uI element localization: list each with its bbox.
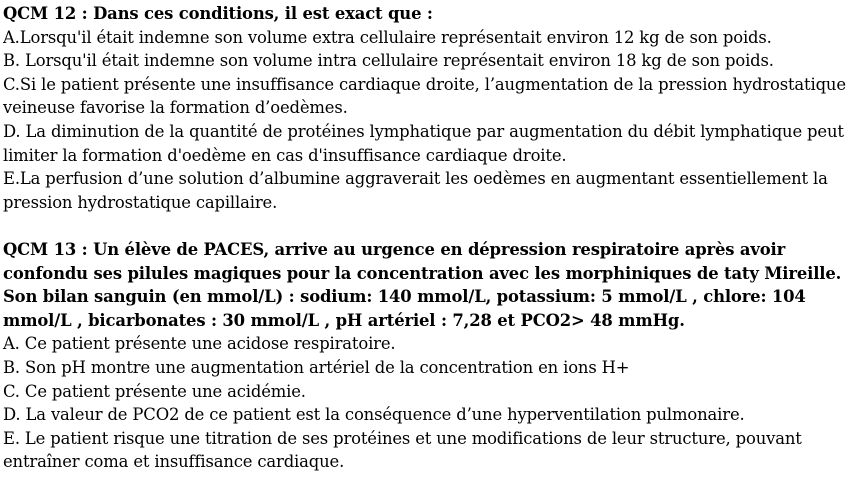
question-title: QCM 13 : Un élève de PACES, arrive au urgence en dépression respiratoire après avoir confondu ses pilules magiques pour la concentration avec les morphiniques de taty Mireille. Son bilan sanguin (en mmol/L) : sodium: 140 mmol/L, potassium: 5 mmol/L , chlore: 104 mmol/L , bicarbonates : 30 mmol/L , pH artériel : 7,28 et PCO2> 48 mmHg.: [3, 239, 842, 330]
answer-option-c: C.Si le patient présente une insuffisance cardiaque droite, l’augmentation de la pression hydrostatique veineuse favorise la formation d’oedèmes.: [3, 74, 846, 118]
question-title: QCM 12 : Dans ces conditions, il est exact que :: [3, 4, 433, 23]
answer-option-e: E.La perfusion d’une solution d’albumine aggraverait les oedèmes en augmentant essentiellement la pression hydrostatique capillaire.: [3, 169, 828, 212]
question-qcm-13: [3, 238, 859, 474]
answer-option-d: D. La diminution de la quantité de protéines lymphatique par augmentation du débit lymphatique peut limiter la formation d'oedème en cas d'insuffisance cardiaque droite.: [3, 121, 844, 165]
answer-option-d: D. La valeur de PCO2 de ce patient est la conséquence d’une hyperventilation pulmonaire.: [3, 405, 745, 425]
document-page: [3, 2, 859, 474]
answer-option-b: B. Lorsqu'il était indemne son volume intra cellulaire représentait environ 18 kg de son poids.: [3, 51, 774, 71]
answer-option-b: B. Son pH montre une augmentation artériel de la concentration en ions H+: [3, 357, 630, 377]
answer-option-c: C. Ce patient présente une acidémie.: [3, 381, 306, 401]
answer-option-a: A.Lorsqu'il était indemne son volume extra cellulaire représentait environ 12 kg de son poids.: [3, 27, 772, 47]
question-qcm-12: [3, 2, 859, 214]
answer-option-a: A. Ce patient présente une acidose respiratoire.: [3, 334, 396, 354]
answer-option-e: E. Le patient risque une titration de ses protéines et une modifications de leur structure, pouvant entraîner coma et insuffisance cardiaque.: [3, 428, 802, 472]
